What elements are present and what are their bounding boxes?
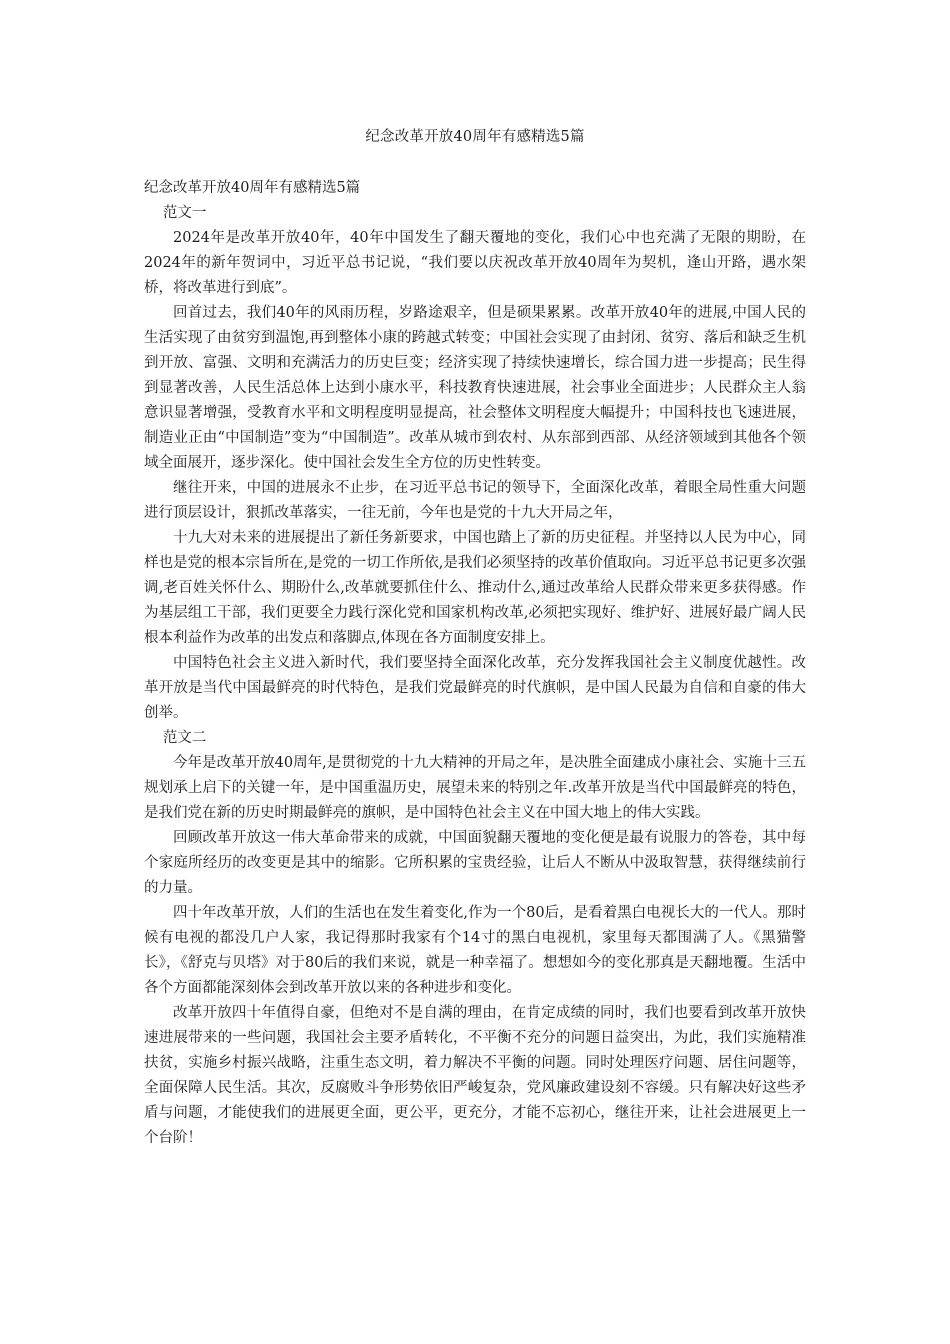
- section-label: 范文一: [162, 205, 207, 221]
- paragraph: 四十年改革开放，人们的生活也在发生着变化,作为一个80后，是看着黑白电视长大的一代人。那时候有电视的都没几户人家，我记得那时我家有个14寸的黑白电视机，家里每天都围满了人。《黑猫警长》，《舒克与贝塔》对于80后的我们来说，就是一种幸福了。想想如今的变化那真是天翻地覆。生活中各个方面都能深刻体会到改革开放以来的各种进步和变化。: [144, 905, 806, 996]
- paragraph: 中国特色社会主义进入新时代，我们要坚持全面深化改革，充分发挥我国社会主义制度优越性。改革开放是当代中国最鲜亮的时代特色，是我们党最鲜亮的时代旗帜，是中国人民最为自信和自豪的伟大创举。: [144, 655, 806, 721]
- paragraph: 继往开来，中国的进展永不止步，在习近平总书记的领导下，全面深化改革，着眼全局性重大问题进行顶层设计，狠抓改革落实，一往无前，今年也是党的十九大开局之年，: [144, 480, 806, 521]
- paragraph: 今年是改革开放40周年,是贯彻党的十九大精神的开局之年，是决胜全面建成小康社会、实施十三五规划承上启下的关键一年，是中国重温历史，展望未来的特别之年.改革开放是当代中国最鲜亮的特色，是我们党在新的历史时期最鲜亮的旗帜，是中国特色社会主义在中国大地上的伟大实践。: [144, 755, 806, 821]
- document-title: 纪念改革开放40周年有感精选5篇: [365, 129, 585, 145]
- document-heading: 纪念改革开放40周年有感精选5篇: [144, 180, 361, 196]
- paragraph: 回顾改革开放这一伟大革命带来的成就，中国面貌翻天覆地的变化便是最有说服力的答卷，其中每个家庭所经历的改变更是其中的缩影。它所积累的宝贵经验，让后人不断从中汲取智慧，获得继续前行的力量。: [144, 830, 806, 896]
- paragraph: 2024年是改革开放40年，40年中国发生了翻天覆地的变化，我们心中也充满了无限的期盼，在2024年的新年贺词中，习近平总书记说，“我们要以庆祝改革开放40周年为契机，逢山开路，遇水架桥，将改革进行到底”。: [144, 230, 806, 296]
- paragraph: 回首过去，我们40年的风雨历程，岁路途艰辛，但是硕果累累。改革开放40年的进展,中国人民的生活实现了由贫穷到温饱,再到整体小康的跨越式转变；中国社会实现了由封闭、贫穷、落后和缺乏生机到开放、富强、文明和充满活力的历史巨变；经济实现了持续快速增长，综合国力进一步提高；民生得到显著改善，人民生活总体上达到小康水平，科技教育快速进展，社会事业全面进步；人民群众主人翁意识显著增强，受教育水平和文明程度明显提高，社会整体文明程度大幅提升；中国科技也飞速进展，制造业正由“中国制造”变为“中国制造”。改革从城市到农村、从东部到西部、从经济领域到其他各个领域全面展开，逐步深化。使中国社会发生全方位的历史性转变。: [144, 305, 806, 471]
- paragraph: 十九大对未来的进展提出了新任务新要求，中国也踏上了新的历史征程。并坚持以人民为中心，同样也是党的根本宗旨所在,是党的一切工作所依,是我们必须坚持的改革价值取向。习近平总书记更多次强调,老百姓关怀什么、期盼什么,改革就要抓住什么、推动什么,通过改革给人民群众带来更多获得感。作为基层组工干部，我们更要全力践行深化党和国家机构改革,必须把实现好、维护好、进展好最广阔人民根本利益作为改革的出发点和落脚点,体现在各方面制度安排上。: [144, 530, 806, 646]
- paragraph: 改革开放四十年值得自豪，但绝对不是自满的理由，在肯定成绩的同时，我们也要看到改革开放快速进展带来的一些问题，我国社会主要矛盾转化，不平衡不充分的问题日益突出，为此，我们实施精准扶贫，实施乡村振兴战略，注重生态文明，着力解决不平衡的问题。同时处理医疗问题、居住问题等，全面保障人民生活。其次，反腐败斗争形势依旧严峻复杂，党风廉政建设刻不容缓。只有解决好这些矛盾与问题，才能使我们的进展更全面，更公平，更充分，才能不忘初心，继往开来，让社会进展更上一个台阶！: [144, 1005, 806, 1146]
- document-body: [144, 176, 806, 1151]
- section-label: 范文二: [162, 730, 207, 746]
